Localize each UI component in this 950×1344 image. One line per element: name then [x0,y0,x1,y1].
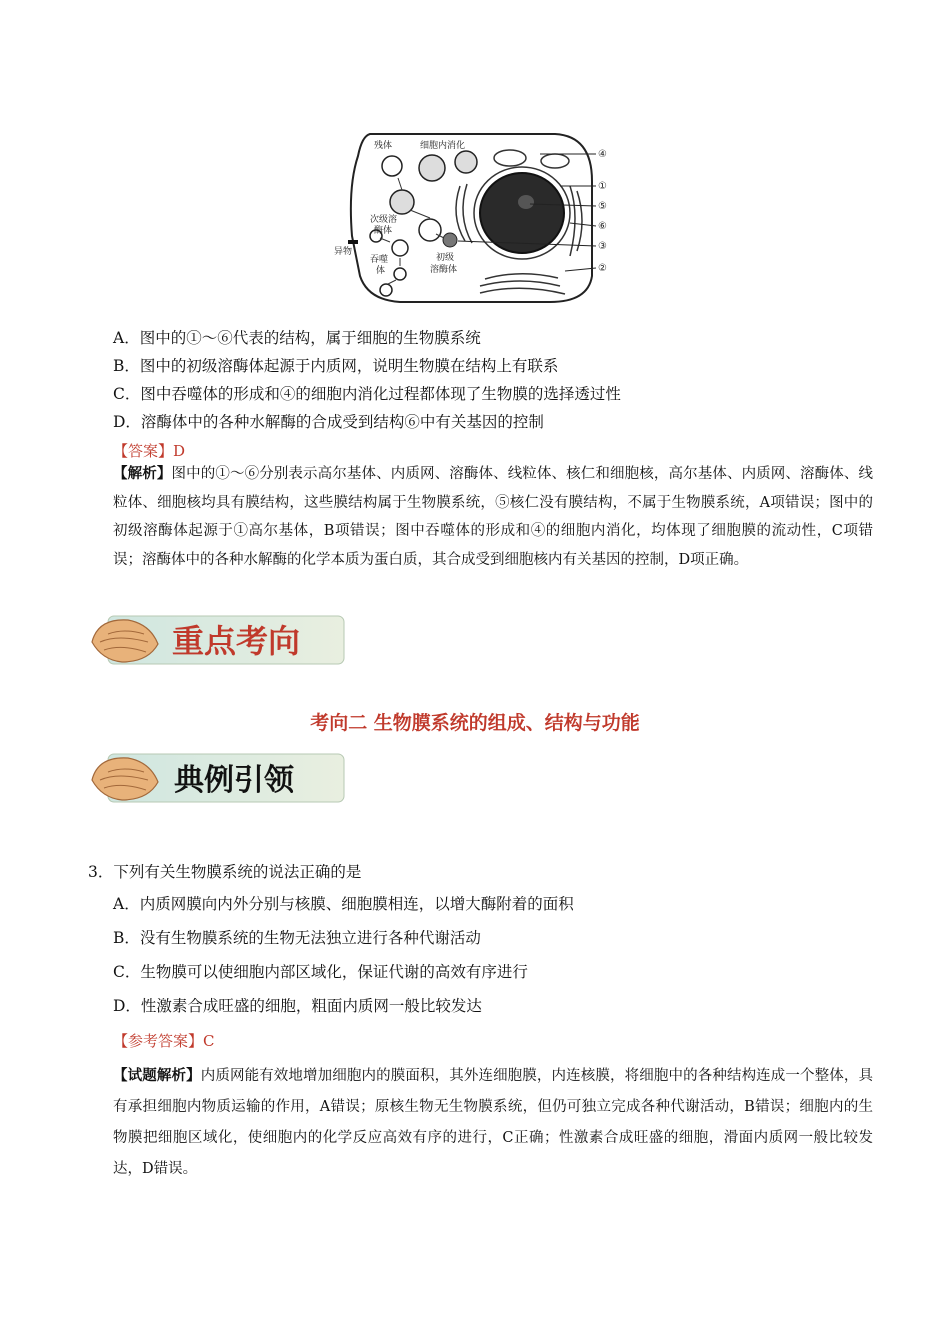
q2-analysis [113,460,873,574]
label-primary-lysosome-1: 初级 [436,253,455,263]
q3-answer-tag: 【参考答案】 [113,1032,204,1050]
nucleolus [518,195,534,209]
q2-option-a: A．图中的①～⑥代表的结构，属于细胞的生物膜系统 [113,329,481,347]
banner-key-direction [88,610,348,670]
q3-answer [113,1030,215,1051]
label-residual-body: 残体 [374,141,393,151]
q2-answer [113,440,185,461]
q3-option-b: B．没有生物膜系统的生物无法独立进行各种代谢活动 [113,929,481,947]
label-n4: ④ [598,149,607,160]
label-n1: ① [598,181,607,192]
q2-option-b: B．图中的初级溶酶体起源于内质网，说明生物膜在结构上有联系 [113,357,559,375]
q3-analysis-text: 内质网能有效地增加细胞内的膜面积，其外连细胞膜，内连核膜，将细胞中的各种结构连成一个整体，具有承担细胞内物质运输的作用，A错误；原核生物无生物膜系统，但仍可独立完成各种代谢活动，B错误；细胞内的生物膜把细胞区域化，使细胞内的化学反应高效有序的进行，C正确；性激素合成旺盛的细胞，滑面内质网一般比较发达，D错误。 [113,1068,874,1177]
q3-analysis-tag: 【试题解析】 [113,1067,201,1084]
q2-answer-value: D [173,442,186,460]
label-intracellular-digestion: 细胞内消化 [420,141,466,151]
q2-option-c: C．图中吞噬体的形成和④的细胞内消化过程都体现了生物膜的选择透过性 [113,385,621,403]
label-secondary-lysosome-1: 次级溶 [370,215,398,225]
label-n6: ⑥ [598,221,607,232]
cell-diagram [330,126,620,306]
section-title: 考向二 生物膜系统的组成、结构与功能 [310,712,640,734]
label-n5: ⑤ [598,201,607,212]
q2-option-d: D．溶酶体中的各种水解酶的合成受到结构⑥中有关基因的控制 [113,413,544,431]
banner-typical-example-text: 典例引领 [174,763,294,798]
q3-option-a: A．内质网膜向内外分别与核膜、细胞膜相连，以增大酶附着的面积 [113,895,574,913]
q3-option-c: C．生物膜可以使细胞内部区域化，保证代谢的高效有序进行 [113,963,528,981]
banner-typical-example [88,748,348,808]
label-n2: ② [598,263,607,274]
label-phagosome-1: 吞噬 [370,255,389,265]
q3-analysis [113,1060,873,1185]
q2-answer-tag: 【答案】 [113,442,174,460]
label-foreign-matter: 异物 [334,247,353,257]
q3-answer-value: C [203,1032,215,1050]
banner-key-direction-text: 重点考向 [172,622,301,660]
label-secondary-lysosome-2: 酶体 [374,226,393,236]
q2-analysis-text: 图中的①～⑥分别表示高尔基体、内质网、溶酶体、线粒体、核仁和细胞核，高尔基体、内质网、溶酶体、线粒体、细胞核均具有膜结构，这些膜结构属于生物膜系统，⑤核仁没有膜结构，不属于生物膜系统，A项错误；图中的初级溶酶体起源于①高尔基体，B项错误；图中吞噬体的形成和④的细胞内消化，均体现了细胞膜的流动性，C项错误；溶酶体中的各种水解酶的化学本质为蛋白质，其合成受到细胞核内有关基因的控制，D项正确。 [113,466,874,568]
q3-option-d: D．性激素合成旺盛的细胞，粗面内质网一般比较发达 [113,997,482,1015]
label-n3: ③ [598,241,607,252]
q3-stem: 3．下列有关生物膜系统的说法正确的是 [88,863,362,881]
label-phagosome-2: 体 [376,266,386,276]
label-primary-lysosome-2: 溶酶体 [430,265,458,275]
q2-analysis-tag: 【解析】 [113,465,172,482]
nucleus [480,173,564,253]
